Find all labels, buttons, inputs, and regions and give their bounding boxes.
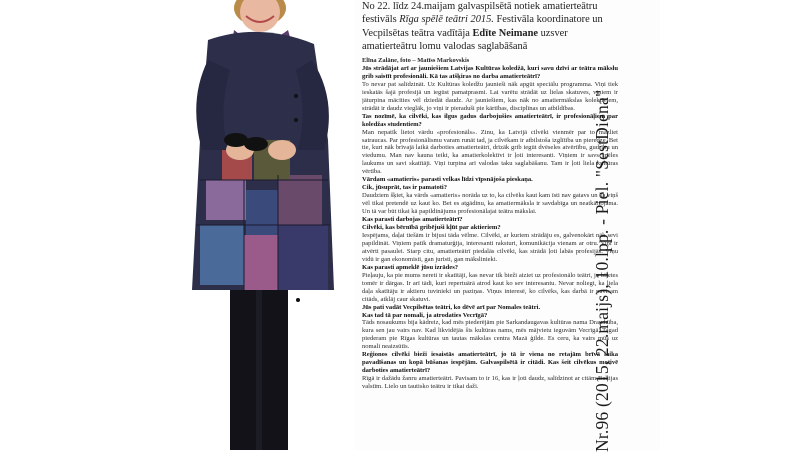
- interview-qa: [362, 65, 618, 391]
- question: Kas parasti darbojas amatierteātrī?: [362, 216, 463, 224]
- source-citation: Nr.96 (2015, 22.maijs), 10.lpp. - Piel. "SestDiena": [592, 89, 612, 452]
- question: Cik, jūsuprāt, tas ir pamatoti?: [362, 184, 447, 192]
- answer: Iespējams, daļai tiešām ir bijusi tāda vēlme. Cilvēki, ar kuriem strādāju es, galvenokārt nāk sevi papildināt. Viņiem patīk dramaturģija, interesanti raksturi, komunikācija vienam ar otru. Viņi ir atvērti pasaulei. Starp citu, amatierteātrī piedalās cilvēki, kas strādā ļoti labās profesijās. Viņu vidū ir gan ekonomisti, gan juristi, gan mākslinieki.: [362, 231, 618, 263]
- answer: Man nepatīk lietot vārdu «profesionāls». Zinu, ka Latvijā cilvēki vienmēr par to mazliet satraucas. Par profesionālismu varam runāt tad, ja cilvēkam ir atbilstoša izglītība un pieredze. Bet tie, kuri nāk brīvajā laikā darboties amatierteātrī, drīzāk grib iegūt dvēseles atvērtību, gudrību un viedumu. Man nav kauna teikt, ka amatierkolektīvi ir ļoti interesanti. Viņiem ir savs spēles laukums un savi skatītāji. Viņi turpina arī valodas taku saglabāšanu. Tam ir ļoti liela kultūras vērtība.: [362, 128, 618, 176]
- question: Tas nozīmē, ka cilvēki, kas ilgus gadus darbojušies amatierteātrī, ir profesionāļiem par koledžas studentiem?: [362, 112, 618, 128]
- article-lead: [362, 0, 624, 54]
- page-margin-right: [660, 0, 800, 450]
- answer: Rīgā ir dažādu žanru amatierteātri. Pavisam to ir 16, kas ir ļoti daudz, salīdzinot ar citām Baltijas valstīm. Lielo un tautisko teātru ir tikai daži.: [362, 375, 618, 391]
- answer: Tāds nosaukums bija kādreiz, kad mēs piederējām pie Sarkandaugavas kultūras nama Draudzība, kura sen jau vairs nav. Kad likvidējās šis kultūras nams, mēs mājvietu ieguvām Vecrīgā. Tagad piederam pie Rīgas kultūras un tautas mākslas centra Mazā ģilde. Es ceru, ka vairs mūs uz nomali neaizsūtīs.: [362, 319, 618, 351]
- page-margin: [0, 0, 178, 450]
- question: Vārdam «amatieris» parasti velkas līdzi vīpsnājoša pieskaņa.: [362, 176, 533, 184]
- interviewee-name: Edīte Neimane: [472, 27, 539, 39]
- lead-text-2: Festivāla koordinatore un Vecpilsētas teātra vadītāja: [362, 14, 603, 39]
- question: Kas tad tā par nomali, ja atrodaties Vecrīgā?: [362, 311, 488, 319]
- woman-figure-illustration: [178, 0, 354, 450]
- portrait-photo: [178, 0, 354, 450]
- answer: Daudziem šķiet, ka vārds «amatieris» norāda uz to, ka cilvēks kaut kam īsti nav gatavs un ka viņš vēl tikai pretendē uz kaut ko. Bet es atgādinu, ka amatiermāksla ir savdabīga un neatkārtojama. Un tā var būt tikai kā papildinājums profesionālajai teātra mākslai.: [362, 192, 618, 216]
- question: Reģionos cilvēki bieži iesaistās amatierteātrī, jo tā ir viena no retajām brīvā laika pavadīšanas un kopā būšanas iespējām. Galvaspilsētā ir citādi. Kas šeit cilvēkus motivē darboties amatierteātrī?: [362, 351, 618, 375]
- answer: To nevar pat salīdzināt. Uz Kultūras koledžu jaunieši nāk apgūt speciālu programma. Viņi tiek ieskatās šajā profesijā un iegūst pamatprasmi. Lai varētu strādāt uz lielas skatuves, viņiem ir jāturpina mācīties vēl dziedāt daudz. Ar jauniešiem, kas nāk no amatiermākslas kolektīviem, strādāt ir daudz vieglāk, jo viņi ir pieraduši pie kārtības, disciplīnas un atbildības.: [362, 80, 618, 112]
- lead-text-3: uzsver amatierteātru lomu valodas saglabāšanā: [362, 27, 568, 53]
- answer: Pieļauju, ka pie mums nereti ir skatītāji, kas nevar tik bieži aiziet uz profesionālo teātri, jo biļetes tomēr ir dārgas. Ir arī tādi, kuri repertuārā atrod kaut ko sev interesantu. Nevar noliegt, ka liela daļa skatītāju ir aktieru tuvinieki un paziņas. Viņus interesē, ko cilvēks, kas darbā ir pavisam citāds, atklāj caur skatuvi.: [362, 271, 618, 303]
- question: Jūs strādājat arī ar jauniešiem Latvijas Kultūras koledžā, kuri savu dzīvi ar teātra mākslu grib saistīt profesionāli. Kā tas atšķiras no darba amatierteātrī?: [362, 64, 618, 80]
- byline: Elīna Zalāne, foto – Matīss Markovskis: [362, 57, 470, 64]
- question: Cilvēki, kas bērnībā gribējuši kļūt par aktieriem?: [362, 224, 501, 232]
- question: Jūs pati vadāt Vecpilsētas teātri, ko dēvē arī par Nomales teātri.: [362, 303, 541, 311]
- question: Kas parasti apmeklē jūsu izrādes?: [362, 263, 459, 271]
- lead-text-1: No 22. līdz 24.maijam galvaspilsētā notiek amatierteātru festivāls: [362, 1, 598, 26]
- article-body: [362, 57, 618, 450]
- festival-name: Rīga spēlē teātri 2015.: [399, 14, 494, 26]
